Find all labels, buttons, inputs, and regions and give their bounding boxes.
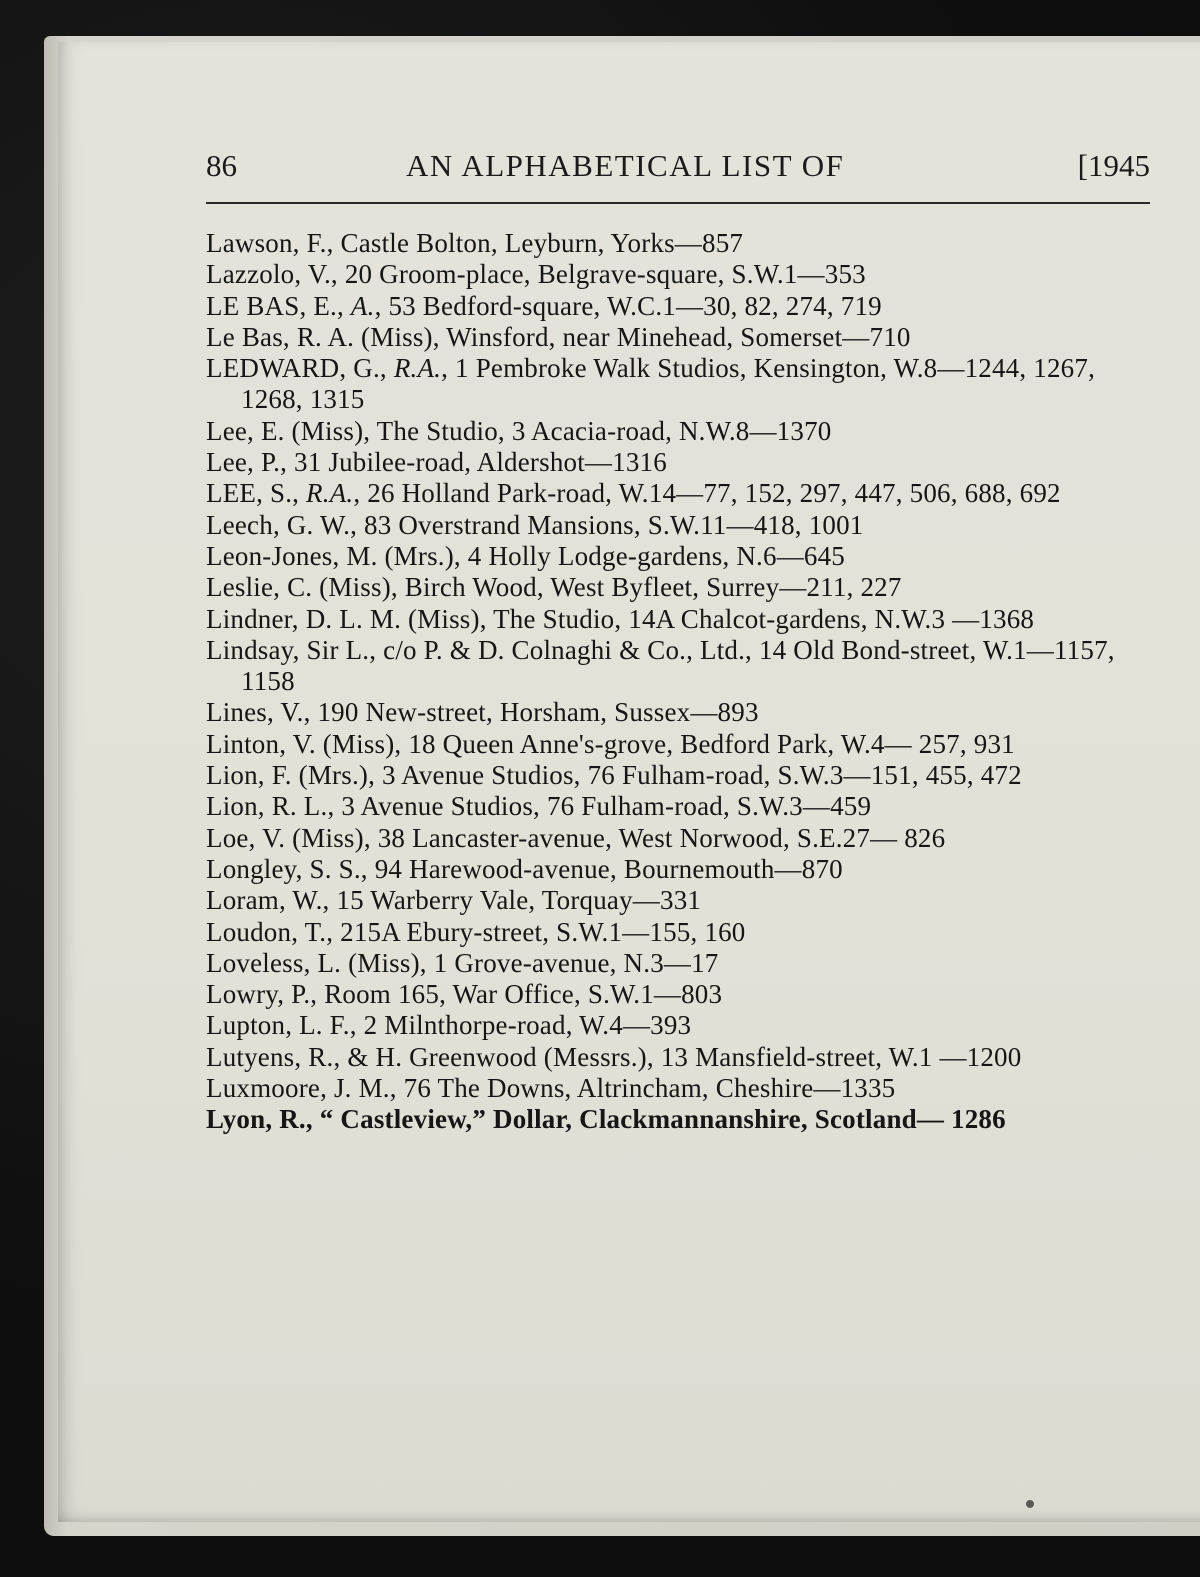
- list-entry: [206, 635, 1150, 698]
- list-entry: [206, 416, 1150, 447]
- entry-text: LEDWARD, G.,: [206, 353, 394, 384]
- entry-text: Loudon, T., 215A Ebury-street, S.W.1—155, 160: [206, 916, 746, 947]
- entry-text: Linton, V. (Miss), 18 Queen Anne's-grove, Bedford Park, W.4— 257, 931: [206, 728, 1015, 759]
- list-entry: [206, 697, 1150, 728]
- list-entry: [206, 885, 1150, 916]
- list-entry: [206, 572, 1150, 603]
- entry-text: Lindner, D. L. M. (Miss), The Studio, 14A Chalcot-gardens, N.W.3 —1368: [206, 603, 1035, 634]
- entry-text: Leech, G. W., 83 Overstrand Mansions, S.W.11—418, 1001: [206, 509, 864, 540]
- list-entry: [206, 823, 1150, 854]
- entry-text: Lutyens, R., & H. Greenwood (Messrs.), 13 Mansfield-street, W.1 —1200: [206, 1041, 1022, 1072]
- entry-text: Loe, V. (Miss), 38 Lancaster-avenue, West Norwood, S.E.27— 826: [206, 822, 946, 853]
- list-entry: [206, 228, 1150, 259]
- entry-text: Lines, V., 190 New-street, Horsham, Sussex—893: [206, 697, 759, 728]
- list-entry: [206, 948, 1150, 979]
- entry-text: Longley, S. S., 94 Harewood-avenue, Bournemouth—870: [206, 853, 843, 884]
- list-entry: [206, 1010, 1150, 1041]
- entry-text: Loveless, L. (Miss), 1 Grove-avenue, N.3—17: [206, 947, 719, 978]
- entry-text: LE BAS, E.,: [206, 290, 351, 321]
- list-entry: [206, 760, 1150, 791]
- entry-text: Leslie, C. (Miss), Birch Wood, West Byfleet, Surrey—211, 227: [206, 572, 902, 603]
- list-entry: [206, 791, 1150, 822]
- list-entry: [206, 353, 1150, 416]
- entry-text: Loram, W., 15 Warberry Vale, Torquay—331: [206, 885, 702, 916]
- list-entry: [206, 291, 1150, 322]
- list-entry: [206, 854, 1150, 885]
- entry-text: Lowry, P., Room 165, War Office, S.W.1—803: [206, 979, 723, 1010]
- entry-text: LEE, S.,: [206, 478, 307, 509]
- entry-title-italic: R.A.: [393, 353, 442, 384]
- entry-text-rest: , 53 Bedford-square, W.C.1—30, 82, 274, 719: [374, 290, 882, 321]
- list-entry: [206, 1104, 1150, 1135]
- list-entry: [206, 1073, 1150, 1104]
- list-entry: [206, 541, 1150, 572]
- entry-text: Le Bas, R. A. (Miss), Winsford, near Minehead, Somerset—710: [206, 321, 911, 352]
- list-entry: [206, 478, 1150, 509]
- entry-text: Lindsay, Sir L., c/o P. & D. Colnaghi & Co., Ltd., 14 Old Bond-street, W.1—1157, 1158: [206, 634, 1115, 697]
- entry-text: Lee, E. (Miss), The Studio, 3 Acacia-road, N.W.8—1370: [206, 415, 832, 446]
- list-entry: [206, 917, 1150, 948]
- running-header: [206, 148, 1150, 194]
- entry-text: Luxmoore, J. M., 76 The Downs, Altrincham, Cheshire—1335: [206, 1073, 896, 1104]
- entry-text: Leon-Jones, M. (Mrs.), 4 Holly Lodge-gardens, N.6—645: [206, 540, 845, 571]
- entry-list: [206, 228, 1150, 1136]
- ink-speck: [1026, 1500, 1034, 1508]
- list-entry: [206, 729, 1150, 760]
- entry-title-italic: A.: [350, 290, 375, 321]
- list-entry: [206, 979, 1150, 1010]
- entry-text: Lawson, F., Castle Bolton, Leyburn, Yorks—857: [206, 228, 744, 258]
- entry-text-rest: , 1 Pembroke Walk Studios, Kensington, W.8—1244, 1267, 1268, 1315: [241, 353, 1096, 415]
- page-number: 86: [206, 148, 237, 183]
- entry-text-rest: , 26 Holland Park-road, W.14—77, 152, 297, 447, 506, 688, 692: [353, 478, 1061, 509]
- entry-text: Lazzolo, V., 20 Groom-place, Belgrave-square, S.W.1—353: [206, 259, 866, 290]
- list-entry: [206, 447, 1150, 478]
- list-entry: [206, 259, 1150, 290]
- running-title: AN ALPHABETICAL LIST OF: [406, 148, 845, 183]
- header-rule: [206, 202, 1150, 204]
- list-entry: [206, 510, 1150, 541]
- entry-text: Lupton, L. F., 2 Milnthorpe-road, W.4—393: [206, 1010, 692, 1041]
- list-entry: [206, 322, 1150, 353]
- entry-text: Lion, F. (Mrs.), 3 Avenue Studios, 76 Fulham-road, S.W.3—151, 455, 472: [206, 760, 1022, 791]
- entry-text: Lion, R. L., 3 Avenue Studios, 76 Fulham-road, S.W.3—459: [206, 791, 872, 822]
- entry-text: Lee, P., 31 Jubilee-road, Aldershot—1316: [206, 447, 667, 478]
- header-year: [1945: [1077, 148, 1150, 183]
- entry-title-italic: R.A.: [306, 478, 354, 509]
- list-entry: [206, 604, 1150, 635]
- list-entry: [206, 1042, 1150, 1073]
- entry-text: Lyon, R., “ Castleview,” Dollar, Clackmannanshire, Scotland— 1286: [206, 1104, 1006, 1135]
